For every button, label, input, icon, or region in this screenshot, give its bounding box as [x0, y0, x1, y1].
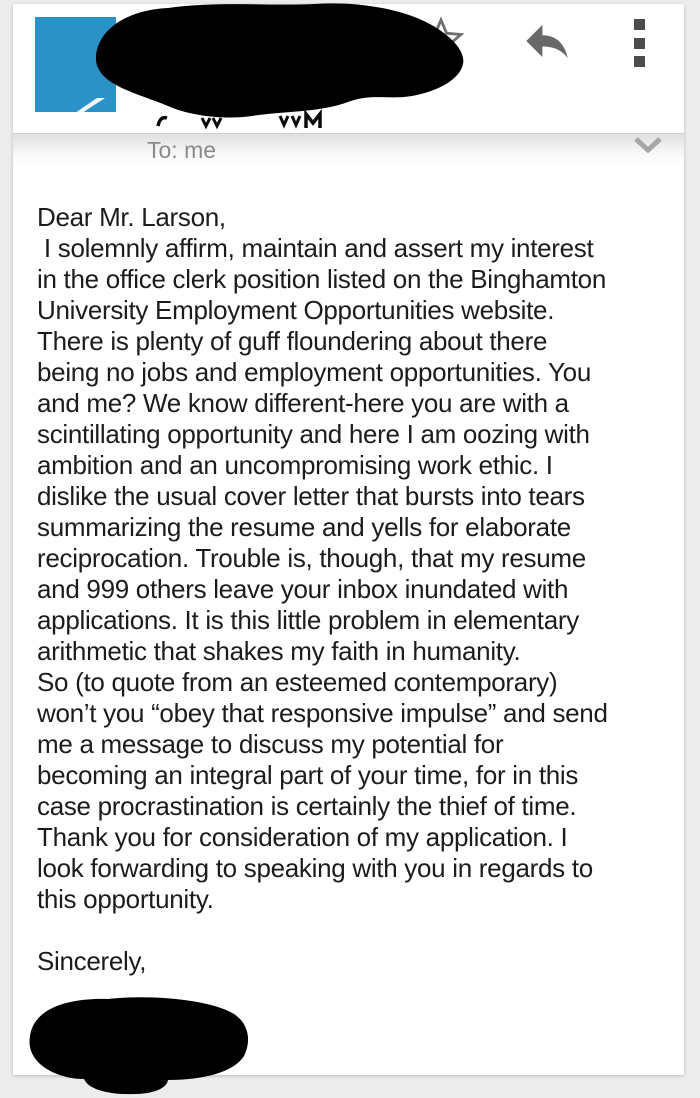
body-line: I solemnly affirm, maintain and assert my interest [37, 233, 594, 263]
to-me-label: To: me [147, 137, 217, 163]
message-body [13, 177, 684, 977]
body-line: case procrastination is certainly the thief of time. [37, 791, 577, 821]
body-line: applications. It is this little problem in elementary [37, 605, 579, 635]
message-header [13, 4, 684, 133]
body-lines [37, 202, 662, 915]
avatar-letter-fragment [75, 98, 111, 112]
redacted-text-remnants [140, 108, 330, 132]
recipient-row[interactable] [13, 133, 684, 177]
body-line: and me? We know different-here you are with a [37, 388, 569, 418]
overflow-dot [634, 38, 645, 49]
body-line: won’t you “obey that responsive impulse” and send [37, 698, 608, 728]
body-line: There is plenty of guff floundering about there [37, 326, 548, 356]
body-line: ambition and an uncompromising work ethic. I [37, 450, 553, 480]
sender-avatar[interactable] [35, 17, 116, 112]
message-card [13, 4, 684, 1075]
body-line: being no jobs and employment opportunities. You [37, 357, 591, 387]
body-line: me a message to discuss my potential for [37, 729, 504, 759]
body-line: So (to quote from an esteemed contemporary) [37, 667, 558, 697]
reply-icon[interactable] [518, 18, 576, 64]
redaction-blob-signature [16, 992, 256, 1098]
body-line: dislike the usual cover letter that bursts into tears [37, 481, 585, 511]
overflow-dot [634, 56, 645, 67]
body-line: Thank you for consideration of my application. I [37, 822, 568, 852]
star-icon[interactable] [417, 16, 465, 64]
body-line: look forwarding to speaking with you in regards to [37, 853, 593, 883]
body-line: this opportunity. [37, 884, 214, 914]
chevron-down-icon[interactable] [633, 136, 663, 156]
body-line: Dear Mr. Larson, [37, 202, 226, 232]
body-line: University Employment Opportunities website. [37, 295, 555, 325]
overflow-menu-icon[interactable] [631, 17, 647, 69]
body-line: and 999 others leave your inbox inundated with [37, 574, 569, 604]
overflow-dot [634, 19, 645, 30]
body-line: reciprocation. Trouble is, though, that my resume [37, 543, 586, 573]
body-line: summarizing the resume and yells for elaborate [37, 512, 571, 542]
closing-line: Sincerely, [37, 946, 147, 976]
body-line: scintillating opportunity and here I am oozing with [37, 419, 590, 449]
body-line: in the office clerk position listed on the Binghamton [37, 264, 606, 294]
body-line: arithmetic that shakes my faith in humanity. [37, 636, 521, 666]
body-line: becoming an integral part of your time, for in this [37, 760, 579, 790]
